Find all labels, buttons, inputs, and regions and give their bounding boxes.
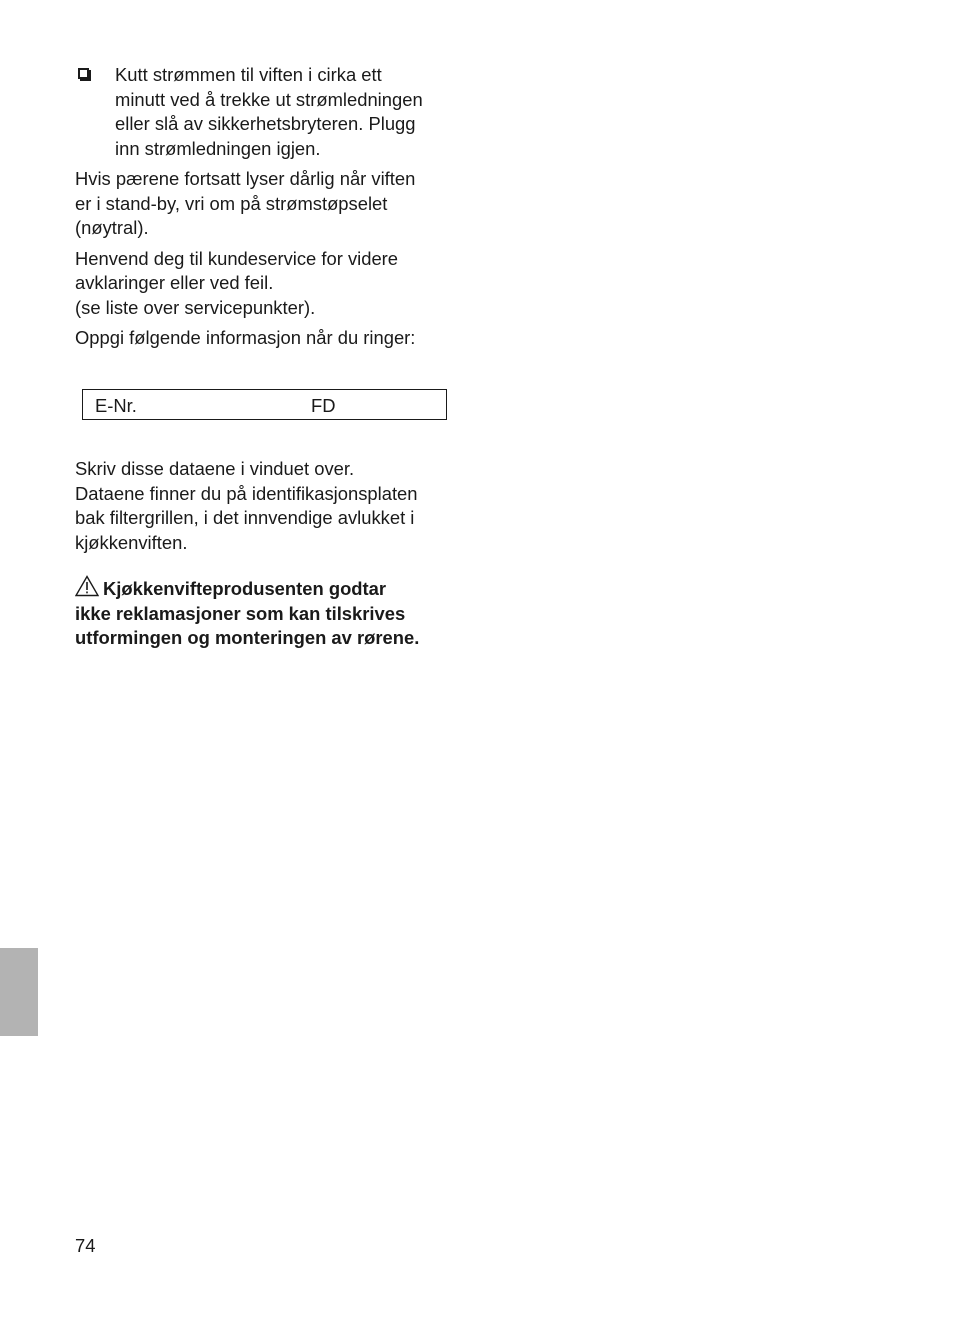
enr-label: E-Nr. xyxy=(95,395,137,416)
secondary-column xyxy=(75,457,455,651)
checkbox-icon xyxy=(78,68,89,79)
paragraph-line: Henvend deg til kundeservice for videre xyxy=(75,247,399,269)
warning-line: utformingen og monteringen av rørene. xyxy=(75,627,420,648)
paragraph-line: kjøkkenviften. xyxy=(75,531,188,553)
paragraph-line: Skriv disse dataene i vinduet over. xyxy=(75,458,355,479)
side-tab xyxy=(0,948,38,1036)
checklist-line: inn strømledningen igjen. xyxy=(115,137,321,159)
page-number: 74 xyxy=(75,1235,96,1256)
warning-line xyxy=(75,575,455,602)
paragraph-line: avklaringer eller ved feil. xyxy=(75,272,274,293)
paragraph-line: (nøytral). xyxy=(75,217,149,238)
paragraph-line: Hvis pærene fortsatt lyser dårlig når viften xyxy=(75,168,416,189)
paragraph-line: (se liste over servicepunkter). xyxy=(75,296,316,318)
checklist-line: Kutt strømmen til viften i cirka ett xyxy=(115,64,382,85)
info-box xyxy=(82,389,447,420)
paragraph-line: Oppgi følgende informasjon når du ringer: xyxy=(75,327,416,348)
paragraph-customer-service xyxy=(75,247,455,321)
paragraph-line: bak filtergrillen, i det innvendige avlukket i xyxy=(75,507,415,528)
paragraph-line: Dataene finner du på identifikasjonsplaten xyxy=(75,482,418,504)
main-column xyxy=(75,63,455,357)
paragraph-bulbs xyxy=(75,167,455,241)
paragraph-nameplate xyxy=(75,457,455,555)
warning-text: Kjøkkenvifteprodusenten godtar xyxy=(103,578,387,599)
paragraph-information xyxy=(75,326,455,351)
checklist-item xyxy=(75,63,455,161)
warning-triangle-icon xyxy=(75,575,99,597)
warning-note xyxy=(75,575,455,651)
warning-line: ikke reklamasjoner som kan tilskrives xyxy=(75,602,406,624)
checklist-line: eller slå av sikkerhetsbryteren. Plugg xyxy=(115,113,416,134)
checklist-line: minutt ved å trekke ut strømledningen xyxy=(115,88,423,110)
fd-label: FD xyxy=(311,395,336,416)
paragraph-line: er i stand-by, vri om på strømstøpselet xyxy=(75,192,388,214)
